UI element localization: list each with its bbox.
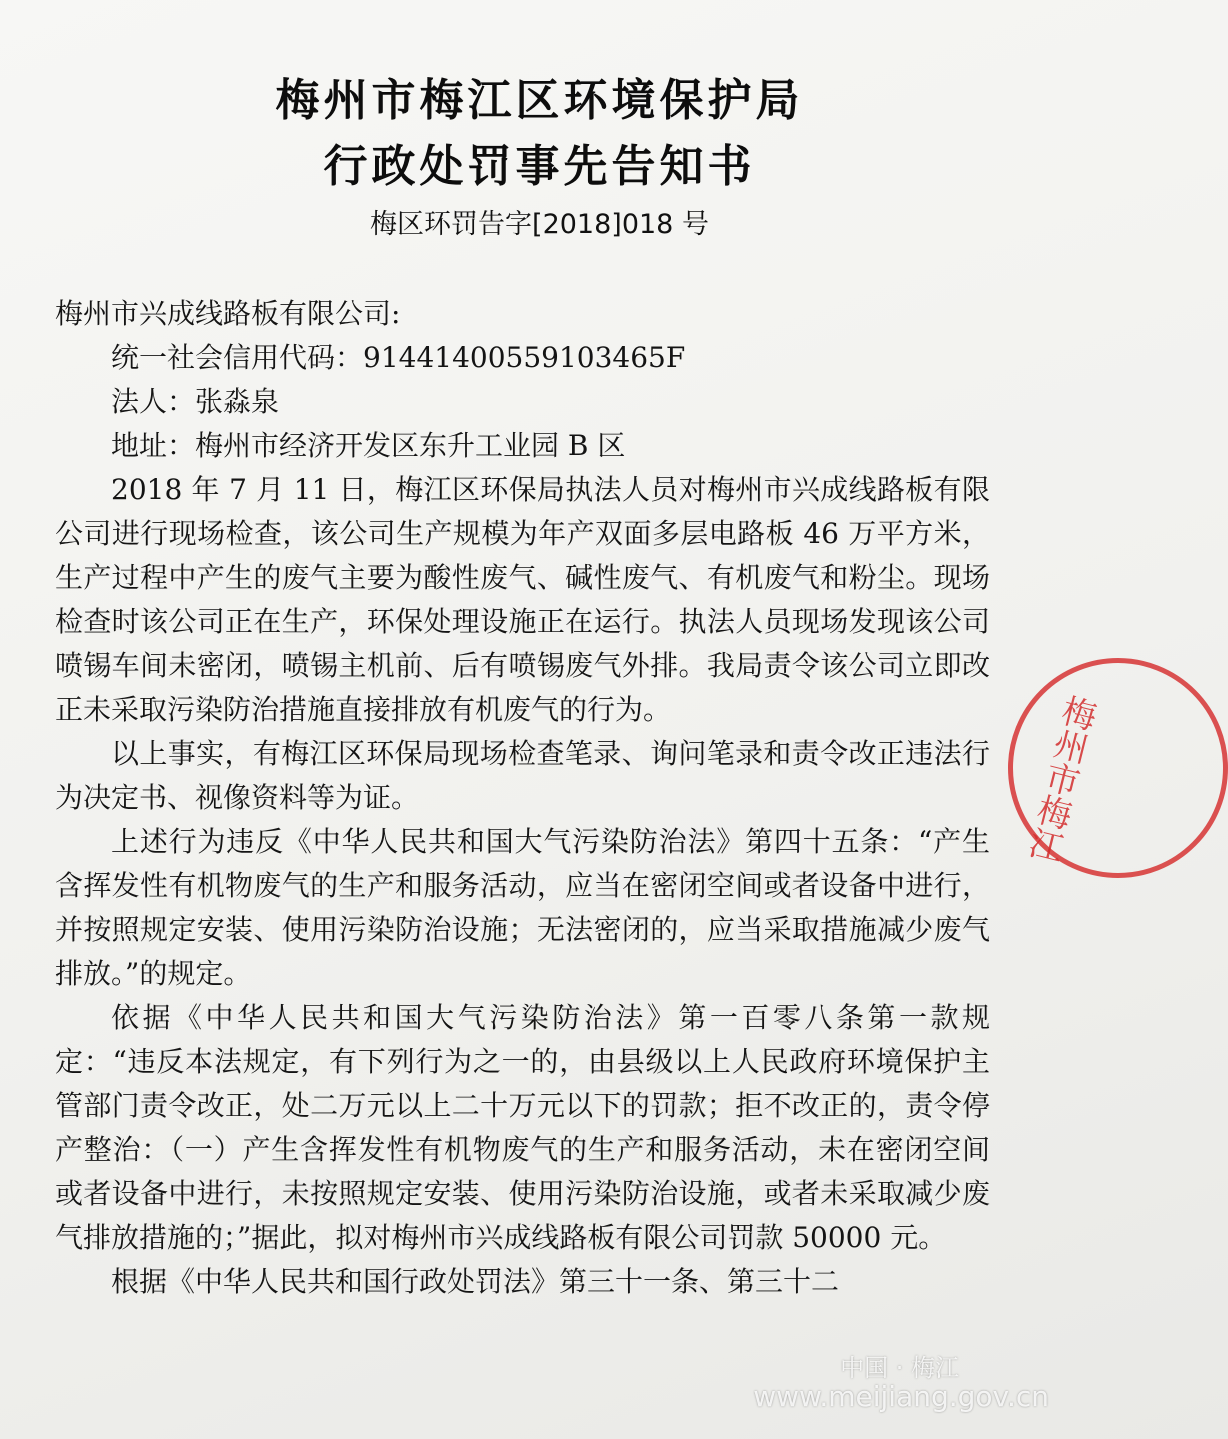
paragraph-penalty-basis: 依据《中华人民共和国大气污染防治法》第一百零八条第一款规定：“违反本法规定，有下列行为之一的，由县级以上人民政府环境保护主管部门责令改正，处二万元以上二十万元以下的罚款；拒不改正的，责令停产整治：（一）产生含挥发性有机物废气的生产和服务活动，未在密闭空间或者设备中进行，未按照规定安装、使用污染防治设施，或者未采取减少废气排放措施的；”据此，拟对梅州市兴成线路板有限公司罚款 50000 元。 [55,1001,990,1254]
paragraph-facts: 2018 年 7 月 11 日，梅江区环保局执法人员对梅州市兴成线路板有限公司进行现场检查，该公司生产规模为年产双面多层电路板 46 万平方米，生产过程中产生的废气主要为酸性废气、碱性废气、有机废气和粉尘。现场检查时该公司正在生产，环保处理设施正在运行。执法人员现场发现该公司喷锡车间未密闭，喷锡主机前、后有喷锡废气外排。我局责令该公司立即改正未采取污染防治措施直接排放有机废气的行为。 [55,473,990,726]
watermark-url: www.meijiang.gov.cn [753,1380,1049,1413]
paragraph-legal-reference: 根据《中华人民共和国行政处罚法》第三十一条、第三十二 [111,1265,840,1298]
paragraph-evidence: 以上事实，有梅江区环保局现场检查笔录、询问笔录和责令改正违法行为决定书、视像资料等为证。 [55,737,990,814]
legal-person: 法人：张淼泉 [111,385,280,418]
document-number: 梅区环罚告字[2018]018 号 [370,209,709,240]
document-body [55,292,990,1304]
paragraph-violation: 上述行为违反《中华人民共和国大气污染防治法》第四十五条：“产生含挥发性有机物废气的生产和服务活动，应当在密闭空间或者设备中进行，并按照规定安装、使用污染防治设施；无法密闭的，应当采取措施减少废气排放。”的规定。 [55,825,990,990]
document-title-line2: 行政处罚事先告知书 [323,141,756,192]
document-title-line1: 梅州市梅江区环境保护局 [275,75,804,126]
addressee: 梅州市兴成线路板有限公司: [55,297,401,330]
credit-code: 统一社会信用代码：91441400559103465F [111,341,686,374]
watermark-site-name: 中国 · 梅江 [840,1354,959,1382]
seal-text: 梅州市梅江 [1019,690,1100,866]
address: 地址：梅州市经济开发区东升工业园 B 区 [111,429,626,462]
